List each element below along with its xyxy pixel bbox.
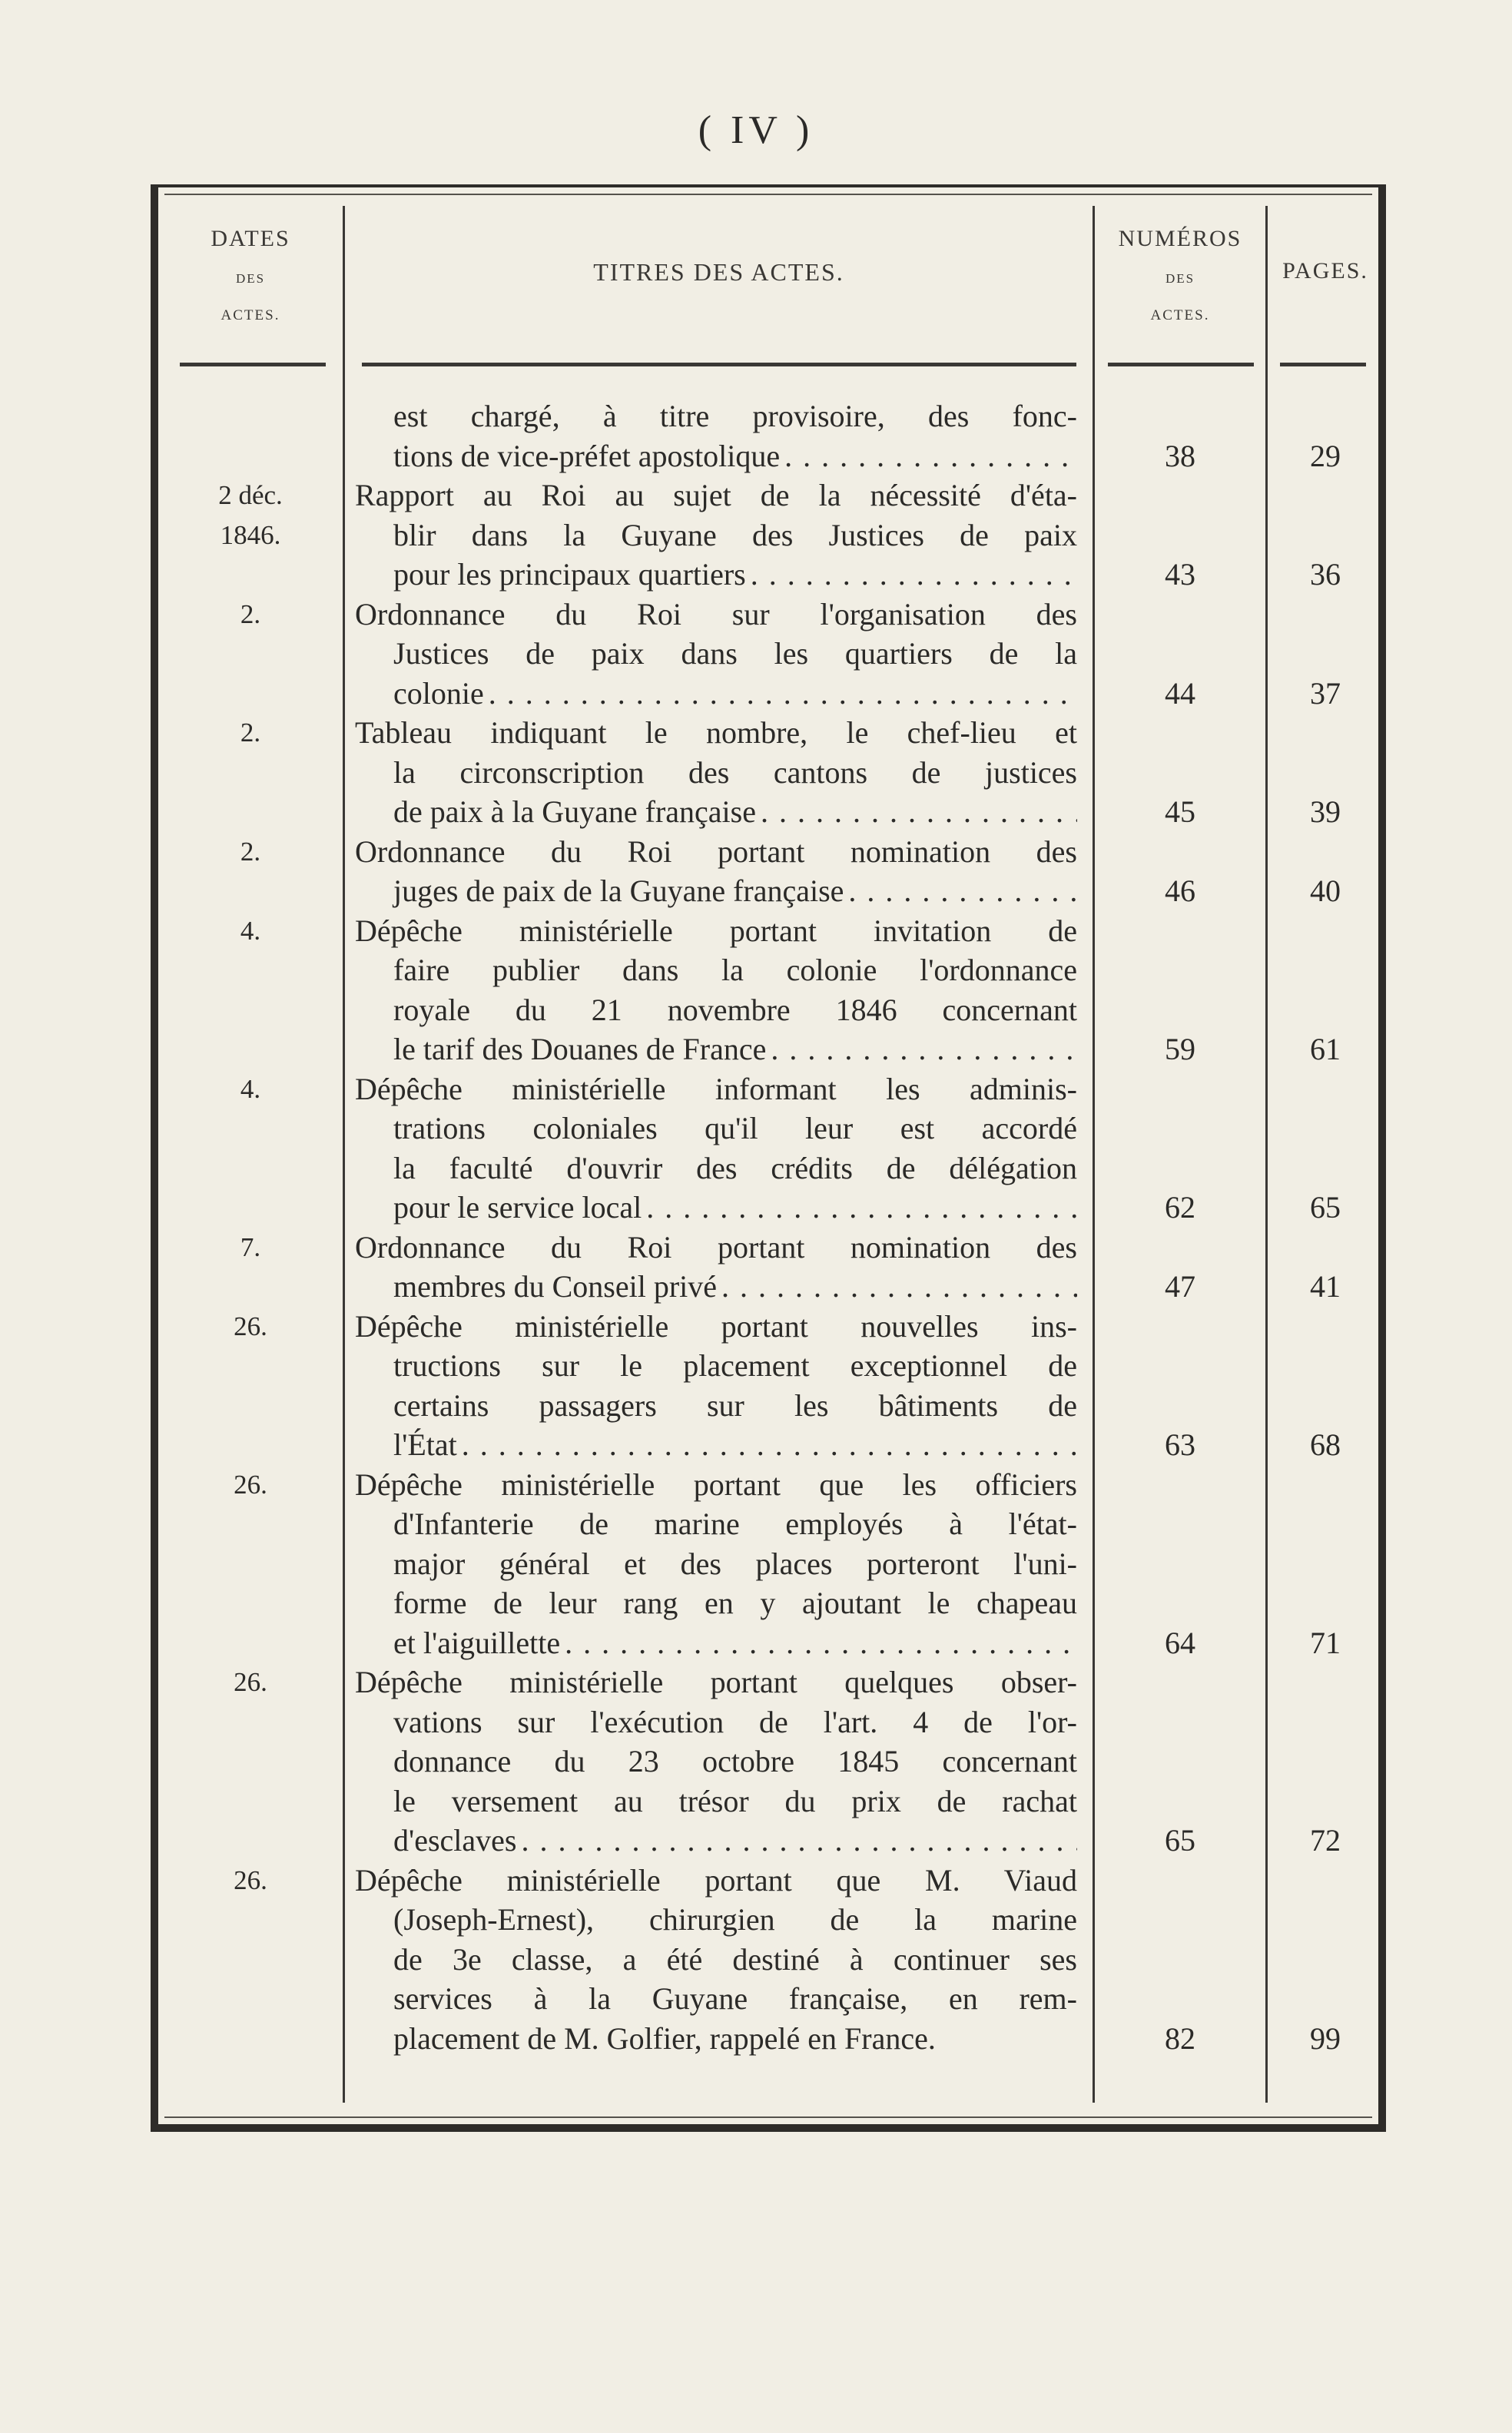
row-date-line: 2. bbox=[240, 718, 261, 747]
page-number: ( IV ) bbox=[698, 108, 814, 152]
leader-dots bbox=[521, 1821, 1077, 1861]
row-title-line bbox=[355, 555, 1077, 595]
table-row bbox=[158, 713, 1378, 832]
row-date bbox=[158, 1307, 343, 1347]
row-title bbox=[355, 476, 1077, 595]
row-page-number: 61 bbox=[1310, 1032, 1341, 1066]
leader-dots bbox=[761, 792, 1077, 832]
row-title-line bbox=[355, 436, 1077, 476]
row-title-text: le tarif des Douanes de France bbox=[393, 1032, 767, 1066]
row-date-line: 2 déc. bbox=[218, 480, 283, 510]
row-title-line bbox=[355, 871, 1077, 911]
row-title-text: juges de paix de la Guyane française bbox=[393, 873, 844, 908]
table-row bbox=[158, 1465, 1378, 1663]
leader-dots bbox=[771, 1029, 1077, 1069]
table-row bbox=[158, 1861, 1378, 2059]
row-title-line bbox=[355, 1029, 1077, 1069]
row-date bbox=[158, 832, 343, 872]
row-title-line bbox=[355, 792, 1077, 832]
row-title bbox=[355, 713, 1077, 832]
row-title-line: Dépêche ministérielle portant nouvelles ins- bbox=[355, 1308, 1077, 1344]
row-title-line: le versement au trésor du prix de rachat bbox=[393, 1783, 1077, 1818]
row-title-text: tions de vice-préfet apostolique bbox=[393, 438, 781, 473]
table-row bbox=[158, 1662, 1378, 1861]
table-row bbox=[158, 1228, 1378, 1307]
leader-dots bbox=[848, 871, 1077, 911]
table-frame bbox=[151, 184, 1386, 2132]
row-title-line bbox=[355, 2019, 1077, 2059]
row-title-line bbox=[355, 1188, 1077, 1228]
row-page-number: 72 bbox=[1310, 1823, 1341, 1858]
row-date-line: 26. bbox=[234, 1865, 267, 1895]
row-date-line: 26. bbox=[234, 1667, 267, 1697]
row-title-line: la faculté d'ouvrir des crédits de délégation bbox=[393, 1150, 1077, 1185]
row-title-text: colonie bbox=[393, 675, 484, 711]
header-numbers-line2: des bbox=[1165, 267, 1195, 287]
row-title-line: forme de leur rang en y ajoutant le chapeau bbox=[393, 1586, 1077, 1620]
row-page-number: 36 bbox=[1310, 557, 1341, 592]
table-row bbox=[158, 595, 1378, 714]
table-row bbox=[158, 396, 1378, 476]
row-title bbox=[355, 1662, 1077, 1861]
row-page-number: 40 bbox=[1310, 873, 1341, 908]
row-title-line: (Joseph-Ernest), chirurgien de la marine bbox=[393, 1902, 1077, 1937]
row-date-line: 26. bbox=[234, 1311, 267, 1341]
row-page-number: 41 bbox=[1310, 1269, 1341, 1304]
table-row bbox=[158, 832, 1378, 911]
row-title bbox=[355, 595, 1077, 714]
row-title-line: Dépêche ministérielle portant que M. Viaud bbox=[355, 1862, 1077, 1898]
row-title-line: royale du 21 novembre 1846 concernant bbox=[393, 992, 1077, 1027]
row-date-line: 2. bbox=[240, 598, 261, 629]
leader-dots bbox=[751, 555, 1077, 595]
row-page-number: 71 bbox=[1310, 1625, 1341, 1660]
row-title-line: Ordonnance du Roi portant nomination des bbox=[355, 834, 1077, 869]
leader-dots bbox=[489, 674, 1077, 714]
row-title bbox=[355, 1861, 1077, 2059]
row-page-number: 99 bbox=[1310, 2020, 1341, 2056]
row-date-line: 4. bbox=[240, 1073, 261, 1104]
table-row bbox=[158, 911, 1378, 1069]
row-date bbox=[158, 595, 343, 635]
row-title-text: membres du Conseil privé bbox=[393, 1269, 718, 1304]
row-title-line: Rapport au Roi au sujet de la nécessité d'éta- bbox=[355, 478, 1077, 512]
header-rule-titles bbox=[362, 363, 1076, 366]
row-title-text: de paix à la Guyane française bbox=[393, 794, 756, 829]
row-title-line: la circonscription des cantons de justices bbox=[393, 754, 1077, 790]
row-title-line: blir dans la Guyane des Justices de paix bbox=[393, 517, 1077, 552]
row-title-line bbox=[355, 674, 1077, 714]
row-title-line: vations sur l'exécution de l'art. 4 de l'or- bbox=[393, 1704, 1077, 1739]
row-act-number: 64 bbox=[1165, 1625, 1195, 1660]
header-dates-line3: ACTES. bbox=[220, 307, 280, 323]
row-title-line: Dépêche ministérielle portant invitation de bbox=[355, 913, 1077, 948]
row-page-number: 39 bbox=[1310, 794, 1341, 829]
header-dates bbox=[158, 220, 343, 335]
row-act-number: 46 bbox=[1165, 873, 1195, 908]
row-title-line: Tableau indiquant le nombre, le chef-lieu et bbox=[355, 715, 1077, 750]
row-title-text: pour les principaux quartiers bbox=[393, 557, 746, 592]
row-title-text: l'État bbox=[393, 1427, 457, 1462]
header-pages: PAGES. bbox=[1282, 258, 1368, 283]
row-act-number: 62 bbox=[1165, 1190, 1195, 1225]
row-title-text: placement de M. Golfier, rappelé en France. bbox=[393, 2020, 936, 2056]
row-date-line: 4. bbox=[240, 915, 261, 946]
table-row bbox=[158, 1307, 1378, 1465]
row-date bbox=[158, 713, 343, 753]
table-row bbox=[158, 1069, 1378, 1228]
row-title-line: est chargé, à titre provisoire, des fonc- bbox=[393, 399, 1077, 433]
row-date bbox=[158, 1228, 343, 1268]
row-title-line: trations coloniales qu'il leur est accordé bbox=[393, 1111, 1077, 1145]
row-title bbox=[355, 1069, 1077, 1228]
row-title-line: d'Infanterie de marine employés à l'état- bbox=[393, 1507, 1077, 1541]
row-title-line bbox=[355, 1623, 1077, 1663]
row-title-line bbox=[355, 1267, 1077, 1307]
row-title bbox=[355, 911, 1077, 1069]
row-title-line: Ordonnance du Roi portant nomination des bbox=[355, 1229, 1077, 1265]
row-act-number: 44 bbox=[1165, 675, 1195, 711]
row-title-line: de 3e classe, a été destiné à continuer ses bbox=[393, 1941, 1077, 1977]
row-title-line: Dépêche ministérielle portant que les officiers bbox=[355, 1467, 1077, 1502]
header-titles: TITRES DES ACTES. bbox=[593, 258, 844, 286]
header-rule-pages bbox=[1280, 363, 1366, 366]
leader-dots bbox=[646, 1188, 1077, 1228]
row-title-text: pour le service local bbox=[393, 1190, 642, 1225]
row-title-line bbox=[355, 1425, 1077, 1465]
row-title-line: services à la Guyane française, en rem- bbox=[393, 1981, 1077, 2016]
row-date-line: 26. bbox=[234, 1469, 267, 1500]
row-title-line: Ordonnance du Roi sur l'organisation des bbox=[355, 596, 1077, 631]
row-title-line: tructions sur le placement exceptionnel de bbox=[393, 1348, 1077, 1383]
row-date bbox=[158, 1069, 343, 1109]
row-page-number: 29 bbox=[1310, 438, 1341, 473]
row-title bbox=[355, 1465, 1077, 1663]
row-act-number: 45 bbox=[1165, 794, 1195, 829]
row-date-line: 1846. bbox=[220, 519, 281, 550]
row-act-number: 63 bbox=[1165, 1427, 1195, 1462]
table-body bbox=[158, 396, 1378, 2058]
header-rule-numbers bbox=[1108, 363, 1254, 366]
row-title bbox=[355, 832, 1077, 911]
header-numbers bbox=[1095, 220, 1265, 335]
leader-dots bbox=[565, 1623, 1077, 1663]
row-act-number: 82 bbox=[1165, 2020, 1195, 2056]
row-title-line: Dépêche ministérielle informant les adminis- bbox=[355, 1071, 1077, 1106]
row-act-number: 47 bbox=[1165, 1269, 1195, 1304]
header-numbers-line1: NUMÉROS bbox=[1118, 226, 1242, 251]
row-act-number: 43 bbox=[1165, 557, 1195, 592]
row-date-line: 7. bbox=[240, 1231, 261, 1262]
row-title-line bbox=[355, 1821, 1077, 1861]
leader-dots bbox=[784, 436, 1077, 476]
row-date-line: 2. bbox=[240, 836, 261, 867]
leader-dots bbox=[462, 1425, 1077, 1465]
row-date bbox=[158, 911, 343, 951]
row-act-number: 38 bbox=[1165, 438, 1195, 473]
row-page-number: 65 bbox=[1310, 1190, 1341, 1225]
row-page-number: 37 bbox=[1310, 675, 1341, 711]
row-title bbox=[355, 1228, 1077, 1307]
row-title-line: faire publier dans la colonie l'ordonnance bbox=[393, 953, 1077, 987]
row-act-number: 59 bbox=[1165, 1032, 1195, 1066]
header-dates-line1: DATES bbox=[211, 226, 290, 251]
row-title-text: d'esclaves bbox=[393, 1823, 517, 1858]
row-title-line: Dépêche ministérielle portant quelques obser- bbox=[355, 1665, 1077, 1699]
header-dates-line2: des bbox=[235, 267, 266, 287]
row-title-line: certains passagers sur les bâtiments de bbox=[393, 1387, 1077, 1423]
row-title-text: et l'aiguillette bbox=[393, 1625, 561, 1660]
row-date bbox=[158, 1662, 343, 1702]
header-rule-dates bbox=[180, 363, 326, 366]
row-title-line: major général et des places porteront l'uni- bbox=[393, 1546, 1077, 1581]
row-date bbox=[158, 1861, 343, 1901]
leader-dots bbox=[721, 1267, 1077, 1307]
row-title-line: Justices de paix dans les quartiers de la bbox=[393, 636, 1077, 671]
row-act-number: 65 bbox=[1165, 1823, 1195, 1858]
table-row bbox=[158, 476, 1378, 595]
row-date bbox=[158, 476, 343, 555]
row-date bbox=[158, 1465, 343, 1505]
header-numbers-line3: ACTES. bbox=[1150, 307, 1210, 323]
row-title bbox=[355, 396, 1077, 476]
row-title bbox=[355, 1307, 1077, 1465]
row-title-line: donnance du 23 octobre 1845 concernant bbox=[393, 1744, 1077, 1778]
row-page-number: 68 bbox=[1310, 1427, 1341, 1462]
